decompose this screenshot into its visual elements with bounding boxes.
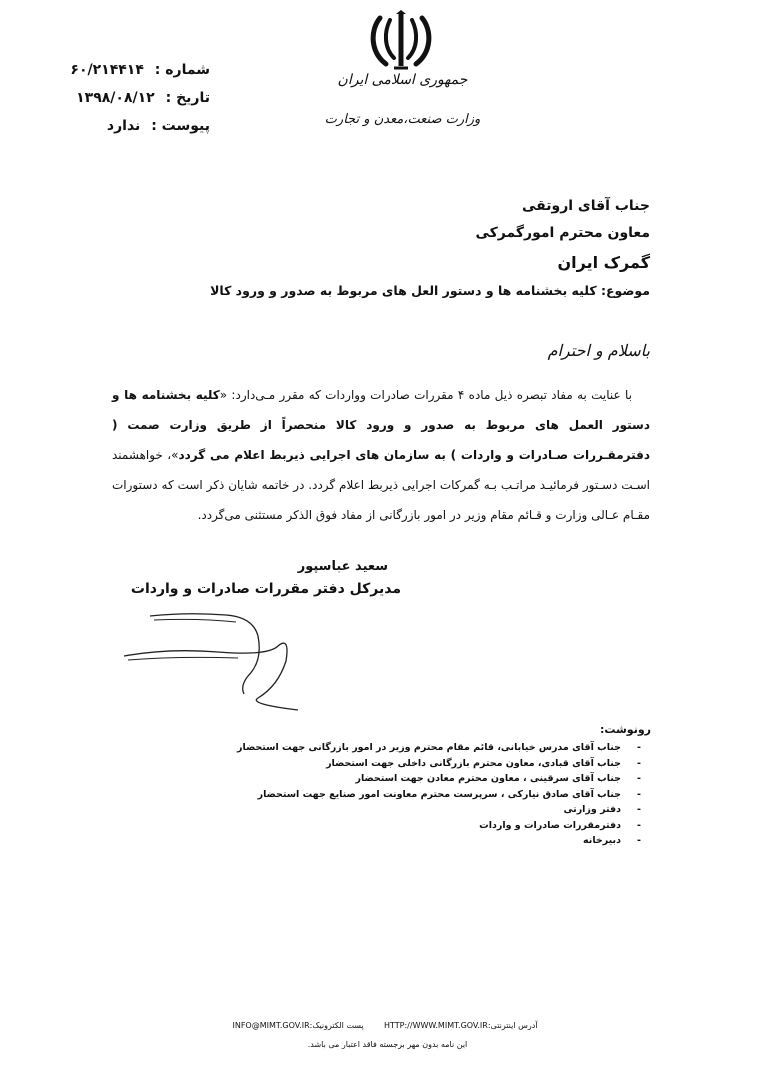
- letter-number-value: ۶۰/۲۱۴۴۱۴: [70, 62, 144, 78]
- cc-item-text: دفتر وزارتی: [563, 804, 621, 815]
- letter-date-value: ۱۳۹۸/۰۸/۱۲: [76, 90, 155, 106]
- footer-web-value: HTTP://WWW.MIMT.GOV.IR: [384, 1021, 488, 1030]
- cc-list: [237, 740, 641, 849]
- addressee-name: جناب آقای اروتقی: [522, 198, 650, 214]
- letter-number: [70, 62, 210, 78]
- cc-item-text: جناب آقای سرقینی ، معاون محترم معادن جهت استحضار: [355, 773, 621, 784]
- cc-item: [237, 818, 641, 834]
- ministry-name: وزارت صنعت،معدن و تجارت: [324, 112, 481, 127]
- signer-title: مدیرکل دفتر مقررات صادرات و واردات: [130, 581, 401, 597]
- list-dash: -: [637, 788, 641, 800]
- signer-name: سعید عباسپور: [297, 559, 388, 574]
- addressee-organization: گمرک ایران: [557, 253, 650, 272]
- cc-item: [237, 756, 641, 772]
- list-dash: -: [637, 757, 641, 769]
- letter-date: [70, 90, 210, 106]
- body-part-3: »، خواهشمند اسـت دسـتور فرمائیـد مراتـب بـه گمرکات اجرایی ذیربط اعلام گردد. در خاتمه شایان ذکر است که دستورات مقـام عـالی وزارت و قـائم مقام وزیر در امور بازرگانی از مفاد فوق الذکر مستثنی می‌گردد.: [112, 448, 650, 522]
- cc-item: [237, 802, 641, 818]
- iran-emblem-icon: [366, 10, 436, 72]
- list-dash: -: [637, 742, 641, 753]
- cc-item: [237, 771, 641, 787]
- cc-item-text: دبیرخانه: [583, 835, 621, 846]
- letter-attachment: [70, 118, 210, 134]
- cc-item-text: دفترمقررات صادرات و واردات: [479, 819, 621, 831]
- cc-title: رونوشت:: [599, 723, 651, 736]
- country-name: جمهوری اسلامی ایران: [337, 72, 468, 88]
- letter-subject: موضوع: کلیه بخشنامه ها و دستور العل های مربوط به صدور و ورود کالا: [210, 283, 650, 298]
- cc-item: [237, 787, 641, 803]
- body-part-2: کلیه بخشنامه ها و دستور العمل های مربوط به صدور و ورود کالا منحصراً از طریق وزارت صمت ( دفترمقـررات صـادرات و واردات ) به سازمان های اجرایی ذیربط اعلام می گردد: [112, 388, 651, 462]
- footer-web-label: آدرس اینترنتی:: [487, 1021, 538, 1030]
- list-dash: -: [637, 835, 641, 846]
- cc-item-text: جناب آقای قبادی، معاون محترم بازرگانی داخلی جهت استحضار: [326, 757, 621, 769]
- signature-icon: [118, 606, 328, 716]
- footer-email-label: پست الکترونیک:: [309, 1021, 364, 1030]
- salutation: باسلام و احترام: [547, 341, 650, 360]
- footer-email-value: INFO@MIMT.GOV.IR: [232, 1021, 310, 1030]
- footer-contact: [200, 1021, 570, 1030]
- letter-number-label: شماره :: [154, 62, 210, 78]
- cc-item: [237, 833, 641, 849]
- cc-item-text: جناب آقای مدرس خیابانی، قائم مقام محترم وزیر در امور بازرگانی جهت استحضار: [237, 742, 621, 753]
- list-dash: -: [637, 773, 641, 784]
- body-part-1: با عنایت به مفاد تبصره ذیل ماده ۴ مقررات صادرات وواردات که مقرر مـی‌دارد: «: [219, 388, 632, 402]
- addressee-position: معاون محترم امورگمرکی: [475, 225, 650, 241]
- letter-body: [112, 380, 650, 530]
- cc-item-text: جناب آقای صادق نیارکی ، سرپرست محترم معاونت امور صنایع جهت استحضار: [257, 788, 621, 800]
- letter-date-label: تاریخ :: [165, 90, 210, 106]
- letter-attachment-value: ندارد: [106, 118, 141, 134]
- letter-attachment-label: پیوست :: [151, 118, 210, 134]
- footer-note: این نامه بدون مهر برجسته فاقد اعتبار می باشد.: [307, 1040, 468, 1049]
- cc-item: [237, 740, 641, 756]
- list-dash: -: [637, 804, 641, 815]
- list-dash: -: [637, 819, 641, 831]
